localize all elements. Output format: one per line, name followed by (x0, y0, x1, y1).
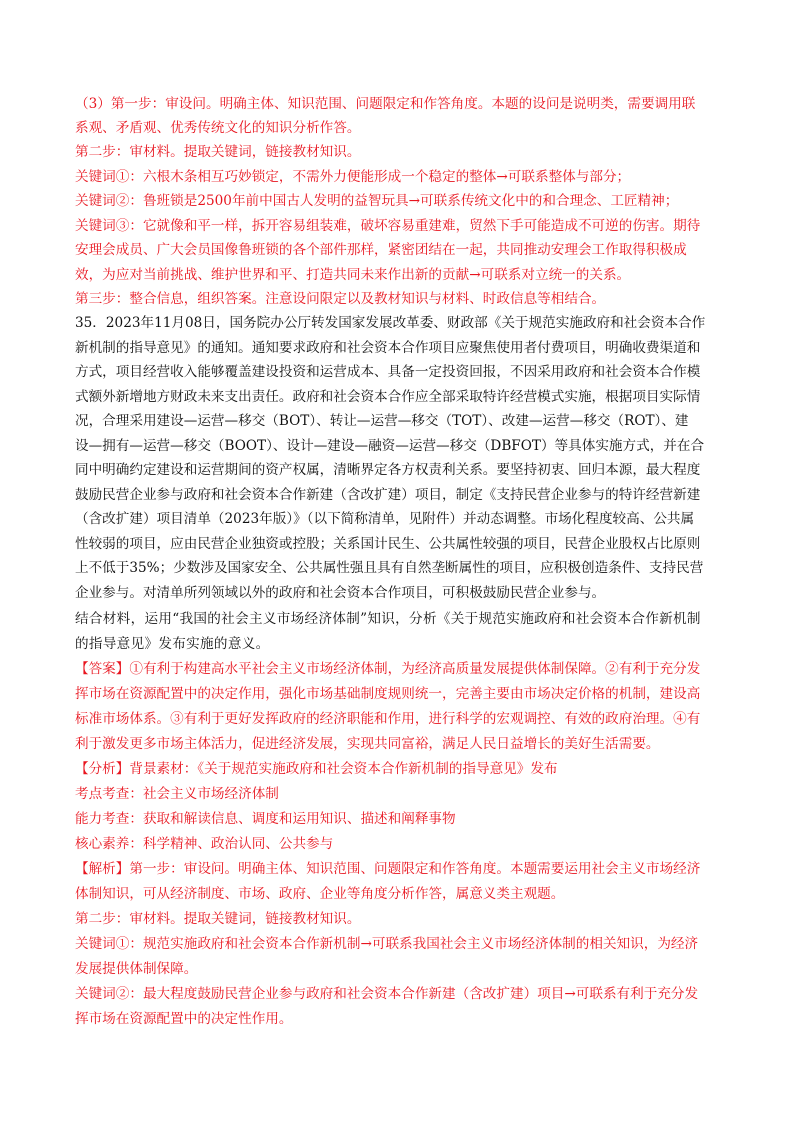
analysis-literacy-line: 核心素养：科学精神、政治认同、公共参与 (75, 836, 334, 852)
keyword-3-line: 关键词③：它就像和平一样，拆开容易组装难，破坏容易重建难，贸然下手可能造成不可逆的伤害。期待 (75, 218, 701, 234)
explanation-line: 【解析】第一步：审设问。明确主体、知识范围、问题限定和作答角度。本题需要运用社会主义市场经济 (75, 861, 701, 877)
answer-line: 利于激发更多市场主体活力，促进经济发展，实现共同富裕，满足人民日益增长的美好生活需要。 (75, 736, 660, 752)
explanation-line: 挥市场在资源配置中的决定性作用。 (75, 1011, 293, 1027)
question-line: 鼓励民营企业参与政府和社会资本合作新建（含改扩建）项目，制定《支持民营企业参与的特许经营新建 (75, 487, 701, 503)
step-3-line: 第三步：整合信息，组织答案。注意设问限定以及教材知识与材料、时政信息等相结合。 (75, 291, 606, 307)
question-line: 设—拥有—运营—移交（BOOT）、设计—建设—融资—运营—移交（DBFOT）等具体实施方式，并在合 (75, 438, 705, 454)
paragraph-line: 系观、矛盾观、优秀传统文化的知识分析作答。 (75, 120, 361, 136)
question-prompt-line: 的指导意见》发布实施的意义。 (75, 636, 270, 652)
question-line: （含改扩建）项目清单（2023年版）》（以下简称清单，见附件）并动态调整。市场化程度较高、公共属 (75, 511, 695, 527)
explanation-line: 体制知识，可从经济制度、市场、政府、企业等角度分析作答，属意义类主观题。 (75, 886, 565, 902)
explanation-line: 第二步：审材料。提取关键词，链接教材知识。 (75, 911, 361, 927)
question-line: 方式，项目经营收入能够覆盖建设投资和运营成本、具备一定投资回报，不因采用政府和社会资本合作模 (75, 364, 701, 380)
paragraph-line: 第二步：审材料。提取关键词，链接教材知识。 (75, 144, 361, 160)
paragraph-line: 效，为应对当前挑战、维护世界和平、打造共同未来作出新的贡献→可联系对立统一的关系。 (75, 267, 631, 283)
keyword-1-line: 关键词①：六根木条相互巧妙锁定，不需外力便能形成一个稳定的整体→可联系整体与部分； (75, 169, 631, 185)
keyword-2-line: 关键词②：鲁班锁是2500年前中国古人发明的益智玩具→可联系传统文化中的和合理念、工匠精神； (75, 193, 679, 209)
answer-line: 挥市场在资源配置中的决定作用，强化市场基础制度规则统一，完善主要由市场决定价格的机制，建设高 (75, 686, 701, 702)
question-line: 式额外新增地方财政未来支出责任。政府和社会资本合作应全部采取特许经营模式实施，根据项目实际情 (75, 389, 701, 405)
answer-line: 【答案】①有利于构建高水平社会主义市场经济体制，为经济高质量发展提供体制保障。②有利于充分发 (75, 661, 701, 677)
analysis-topic-line: 考点考查：社会主义市场经济体制 (75, 786, 279, 802)
question-line: 性较弱的项目，应由民营企业独资或控股；关系国计民生、公共属性较强的项目，民营企业股权占比原则 (75, 536, 701, 552)
question-line: 新机制的指导意见》的通知。通知要求政府和社会资本合作项目应聚焦使用者付费项目，明确收费渠道和 (75, 340, 701, 356)
explanation-keyword-1-line: 关键词①：规范实施政府和社会资本合作新机制→可联系我国社会主义市场经济体制的相关知识，为经济 (75, 936, 699, 952)
question-line: 同中明确约定建设和运营期间的资产权属，清晰界定各方权责利关系。要坚持初衷、回归本源，最大程度 (75, 462, 701, 478)
paragraph-line: （3）第一步：审设问。明确主体、知识范围、问题限定和作答角度。本题的设问是说明类，需要调用联 (75, 96, 696, 112)
question-prompt-line: 结合材料，运用“我国的社会主义市场经济体制”知识，分析《关于规范实施政府和社会资本合作新机制 (75, 611, 701, 627)
analysis-ability-line: 能力考查：获取和解读信息、调度和运用知识、描述和阐释事物 (75, 811, 456, 827)
answer-line: 标准市场体系。③有利于更好发挥政府的经济职能和作用，进行科学的宏观调控、有效的政府治理。④有 (75, 711, 701, 727)
question-line: 况，合理采用建设—运营—移交（BOT）、转让—运营—移交（TOT）、改建—运营—移交（ROT）、建 (75, 413, 689, 429)
paragraph-line: 安理会成员、广大会员国像鲁班锁的各个部件那样，紧密团结在一起，共同推动安理会工作取得积极成 (75, 242, 687, 258)
analysis-background-line: 【分析】背景素材：《关于规范实施政府和社会资本合作新机制的指导意见》发布 (75, 761, 558, 777)
question-line: 企业参与。对清单所列领域以外的政府和社会资本合作项目，可积极鼓励民营企业参与。 (75, 585, 606, 601)
explanation-line: 发展提供体制保障。 (75, 961, 198, 977)
question-line: 上不低于35%；少数涉及国家安全、公共属性强且具有自然垄断属性的项目，应积极创造条件、支持民营 (75, 560, 704, 576)
question-line: 35．2023年11月08日，国务院办公厅转发国家发展改革委、财政部《关于规范实施政府和社会资本合作 (75, 315, 706, 331)
explanation-keyword-2-line: 关键词②：最大程度鼓励民营企业参与政府和社会资本合作新建（含改扩建）项目→可联系有利于充分发 (75, 986, 699, 1002)
